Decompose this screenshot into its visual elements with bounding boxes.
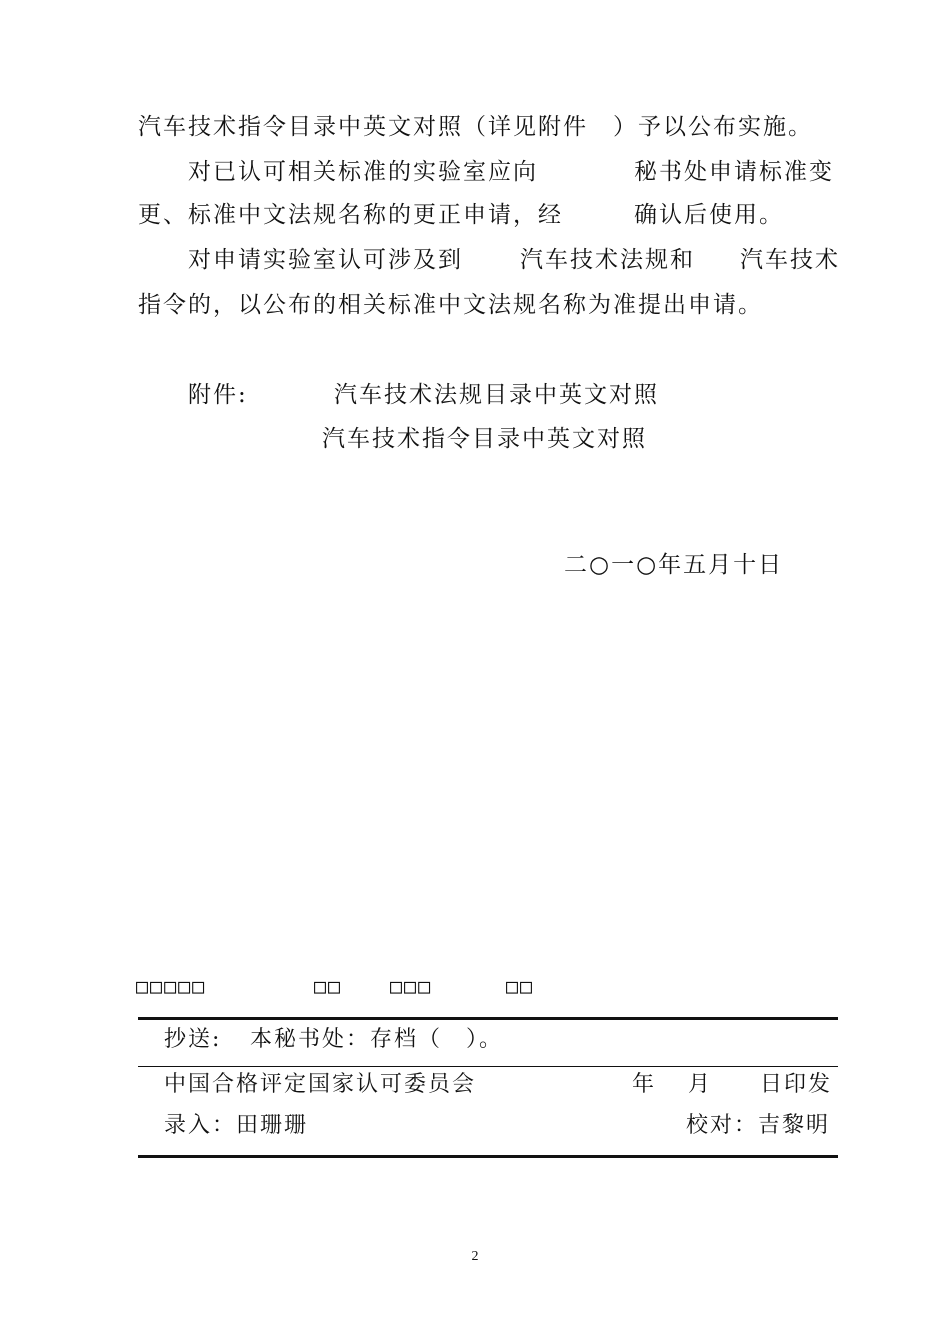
proof-by: 校对：吉黎明 [686,1113,831,1138]
issue-month: 月 [688,1072,713,1097]
keywords-seg-2: □□ [314,974,343,998]
page-number: 2 [471,1249,479,1264]
keywords-seg-3: □□□ [390,974,433,998]
body-line-2-end: 秘书处申请标准变 [634,159,834,185]
keywords-seg-1: □□□□□ [136,974,207,998]
body-line-4-start: 对申请实验室认可涉及到 [188,247,463,273]
attachment-item-1: 汽车技术法规目录中英文对照 [334,382,659,408]
issue-year: 年 [632,1072,657,1097]
body-line-4-middle: 汽车技术法规和 [520,247,695,273]
footer-bottom-rule [138,1155,838,1158]
cc-label: 抄送: [164,1027,222,1052]
footer-middle-rule [138,1066,838,1067]
issue-date: 二○一○年五月十日 [564,552,784,578]
body-line-1-text: 汽车技术指令目录中英文对照（详见附件 ）予以公布实施。 [138,114,813,140]
body-line-3-start: 更、标准中文法规名称的更正申请，经 [138,202,563,228]
body-line-3-end: 确认后使用。 [634,202,784,228]
issuing-organization: 中国合格评定国家认可委员会 [164,1072,477,1097]
footer-top-rule [138,1017,838,1020]
keywords-seg-4: □□ [506,974,535,998]
input-by: 录入：田珊珊 [164,1113,309,1138]
body-line-2-start: 对已认可相关标准的实验室应向 [188,159,538,185]
body-line-5-text: 指令的，以公布的相关标准中文法规名称为准提出申请。 [138,292,763,318]
body-line-1 [138,112,848,142]
attachment-item-2: 汽车技术指令目录中英文对照 [322,426,647,452]
body-line-4-end: 汽车技术 [740,247,840,273]
cc-value: 本秘书处：存档（ ）。 [250,1027,504,1052]
issue-day: 日印发 [760,1072,833,1097]
body-line-5 [138,290,848,320]
attachment-label: 附件: [188,382,248,408]
